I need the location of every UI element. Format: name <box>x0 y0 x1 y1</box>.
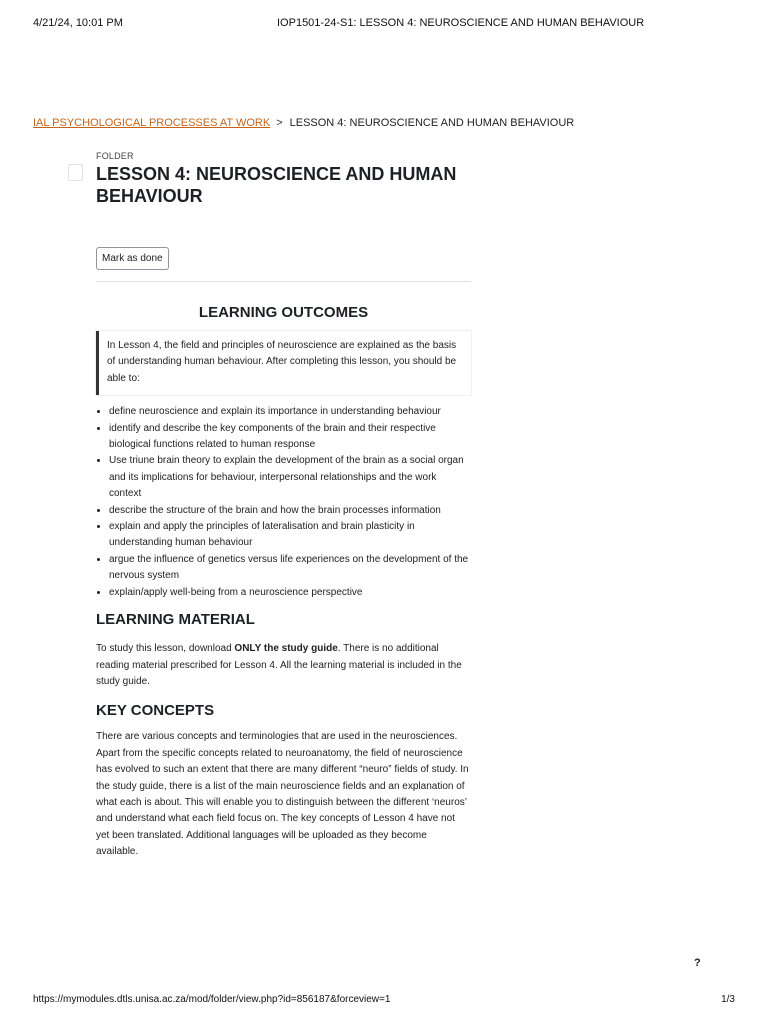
learning-outcomes-heading: LEARNING OUTCOMES <box>198 304 369 321</box>
learning-outcomes-intro: In Lesson 4, the field and principles of neuroscience are explained as the basis of understanding human behaviour. After completing this lesson, you should be able to: <box>96 331 471 395</box>
list-item: • argue the influence of genetics versus life experiences on the development of the nervous system <box>109 552 471 585</box>
divider <box>96 281 471 282</box>
learning-material-text <box>96 641 471 690</box>
learning-material-text-end: . There is no additional reading material prescribed for Lesson 4. All the learning material is included in the study guide. <box>96 643 462 687</box>
mark-as-done-button[interactable]: Mark as done <box>96 247 169 270</box>
list-item: • explain and apply the principles of lateralisation and brain plasticity in understanding human behaviour <box>109 519 471 552</box>
breadcrumb-current: LESSON 4: NEUROSCIENCE AND HUMAN BEHAVIOUR <box>289 117 575 129</box>
learning-outcomes-list <box>96 404 471 601</box>
study-guide-emphasis: ONLY the study guide <box>234 643 338 655</box>
activity-type-label: FOLDER <box>96 151 134 161</box>
print-page-number: 1/3 <box>721 994 735 1005</box>
help-button[interactable]: ? <box>694 957 701 969</box>
breadcrumb-course-link[interactable]: IAL PSYCHOLOGICAL PROCESSES AT WORK <box>33 117 271 129</box>
folder-icon <box>68 164 83 181</box>
list-item: • describe the structure of the brain and how the brain processes information <box>109 503 471 519</box>
main-content <box>96 150 471 861</box>
key-concepts-heading: KEY CONCEPTS <box>96 702 215 720</box>
print-url: https://mymodules.dtls.unisa.ac.za/mod/folder/view.php?id=856187&forceview=1 <box>33 994 391 1005</box>
list-item: • explain/apply well-being from a neuroscience perspective <box>109 585 471 601</box>
list-item: • Use triune brain theory to explain the development of the brain as a social organ and its implications for behaviour, interpersonal relationships and the work context <box>109 453 471 502</box>
chevron-right-icon: > <box>276 117 283 129</box>
list-item: • define neuroscience and explain its importance in understanding behaviour <box>109 404 471 420</box>
learning-material-text-start: To study this lesson, download <box>96 643 235 655</box>
list-item: • identify and describe the key components of the brain and their respective biological functions related to human response <box>109 421 471 454</box>
learning-material-heading: LEARNING MATERIAL <box>96 611 255 629</box>
print-title: IOP1501-24-S1: LESSON 4: NEUROSCIENCE AND HUMAN BEHAVIOUR <box>277 17 645 29</box>
page-title: LESSON 4: NEUROSCIENCE AND HUMAN BEHAVIOUR <box>96 164 457 206</box>
print-date: 4/21/24, 10:01 PM <box>33 17 123 29</box>
key-concepts-text: There are various concepts and terminologies that are used in the neurosciences. Apart from the specific concepts related to neuroanatomy, the field of neuroscience has evolved to such an extent that there are many different “neuro” fields of study. In the study guide, there is a list of the main neuroscience fields and an explanation of what each is about. This will enable you to distinguish between the different ‘neuros’ and understand what each field focus on. The key concepts of Lesson 4 have not yet been translated. Additional languages will be uploaded as they become available. <box>96 731 469 858</box>
breadcrumb <box>33 117 574 129</box>
print-header <box>33 17 735 33</box>
